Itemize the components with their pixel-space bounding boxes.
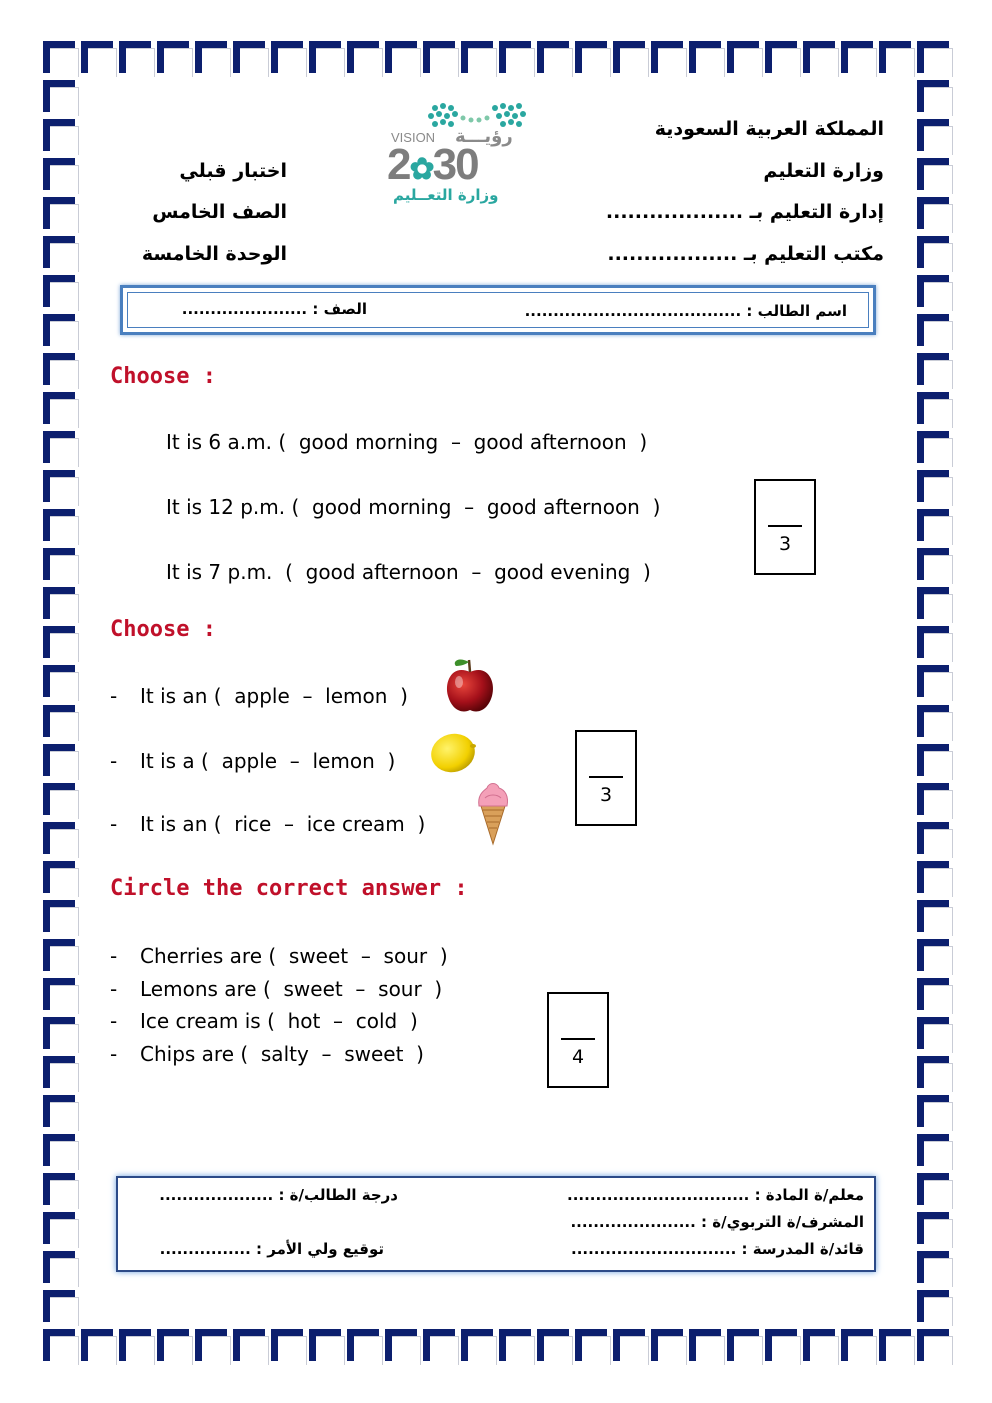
border-tile — [420, 38, 458, 76]
border-tile — [914, 662, 952, 700]
administration-line: إدارة التعليم بـ ................... — [605, 201, 884, 223]
section2-score-box — [575, 730, 637, 826]
teacher-field[interactable]: معلم/ة المادة : ................................ — [567, 1186, 864, 1204]
border-tile — [40, 662, 78, 700]
student-info-box — [120, 285, 876, 335]
border-tile — [40, 1326, 78, 1364]
border-tile — [914, 545, 952, 583]
class-field[interactable]: الصف : ...................... — [181, 300, 367, 318]
border-tile — [914, 975, 952, 1013]
border-tile — [268, 38, 306, 76]
border-tile — [40, 584, 78, 622]
border-tile — [914, 77, 952, 115]
border-tile — [40, 1014, 78, 1052]
section3-question-1[interactable]: Cherries are ( sweet – sour ) — [140, 944, 448, 968]
border-tile — [914, 506, 952, 544]
border-tile — [914, 1248, 952, 1286]
border-tile — [40, 38, 78, 76]
border-tile — [686, 1326, 724, 1364]
student-name-field[interactable]: اسم الطالب : ...................................... — [524, 302, 847, 320]
border-tile — [648, 38, 686, 76]
score-line — [589, 776, 623, 778]
border-tile — [458, 38, 496, 76]
section2-score-total: 3 — [599, 784, 613, 806]
grade-label: الصف الخامس — [152, 201, 287, 223]
section2-question-3[interactable]: It is an ( rice – ice cream ) — [140, 812, 426, 836]
border-tile — [800, 1326, 838, 1364]
section2-title: Choose : — [110, 617, 216, 642]
border-tile — [40, 623, 78, 661]
border-tile — [344, 1326, 382, 1364]
border-tile — [268, 1326, 306, 1364]
office-line: مكتب التعليم بـ .................. — [607, 243, 884, 265]
section3-question-4[interactable]: Chips are ( salty – sweet ) — [140, 1042, 424, 1066]
border-tile — [572, 38, 610, 76]
border-tile — [914, 1131, 952, 1169]
unit-label: الوحدة الخامسة — [141, 243, 287, 265]
border-tile — [192, 1326, 230, 1364]
section1-question-3[interactable]: It is 7 p.m. ( good afternoon – good evening ) — [166, 560, 651, 584]
section1-score-total: 3 — [778, 533, 792, 555]
ministry-logo-text: وزارة التعــليم — [393, 186, 499, 204]
border-tile — [154, 38, 192, 76]
border-tile — [40, 350, 78, 388]
section1-score-box — [754, 479, 816, 575]
border-tile — [914, 780, 952, 818]
score-line — [561, 1038, 595, 1040]
vision-2030-logo — [385, 100, 555, 210]
section1-question-1[interactable]: It is 6 a.m. ( good morning – good afternoon ) — [166, 430, 648, 454]
border-tile — [458, 1326, 496, 1364]
border-tile — [40, 975, 78, 1013]
border-tile — [40, 272, 78, 310]
border-tile — [40, 936, 78, 974]
emblem-icon: ✿ — [409, 153, 433, 186]
border-tile — [230, 38, 268, 76]
border-tile — [914, 272, 952, 310]
border-tile — [192, 38, 230, 76]
border-tile — [914, 1092, 952, 1130]
border-tile — [648, 1326, 686, 1364]
border-tile — [40, 819, 78, 857]
border-tile — [724, 1326, 762, 1364]
section3-question-2[interactable]: Lemons are ( sweet – sour ) — [140, 977, 443, 1001]
year-2030: 2✿30 — [387, 140, 478, 189]
border-tile — [572, 1326, 610, 1364]
student-grade-field[interactable]: درجة الطالب/ة : .................... — [159, 1186, 398, 1204]
border-tile — [40, 858, 78, 896]
border-tile — [914, 155, 952, 193]
border-tile — [40, 702, 78, 740]
section1-title: Choose : — [110, 364, 216, 389]
border-tile — [78, 1326, 116, 1364]
border-tile — [40, 1209, 78, 1247]
border-tile — [40, 780, 78, 818]
border-tile — [914, 389, 952, 427]
border-tile — [914, 233, 952, 271]
bullet-dash: - — [110, 1009, 118, 1033]
bullet-dash: - — [110, 944, 118, 968]
border-tile — [914, 936, 952, 974]
border-tile — [914, 194, 952, 232]
border-tile — [610, 1326, 648, 1364]
border-tile — [762, 1326, 800, 1364]
section3-question-3[interactable]: Ice cream is ( hot – cold ) — [140, 1009, 418, 1033]
border-tile — [838, 1326, 876, 1364]
border-tile — [914, 311, 952, 349]
ministry-title: وزارة التعليم — [763, 160, 884, 182]
border-tile — [154, 1326, 192, 1364]
test-type: اختبار قبلي — [179, 160, 287, 182]
border-tile — [78, 38, 116, 76]
bullet-dash: - — [110, 684, 118, 708]
supervisor-field[interactable]: المشرف/ة التربوي/ة : ...................... — [570, 1213, 864, 1231]
border-tile — [40, 1053, 78, 1091]
border-tile — [914, 1326, 952, 1364]
border-tile — [344, 38, 382, 76]
border-tile — [40, 1131, 78, 1169]
guardian-signature-field[interactable]: توقيع ولي الأمر : ................ — [159, 1240, 384, 1258]
border-tile — [40, 545, 78, 583]
border-tile — [914, 38, 952, 76]
border-tile — [306, 38, 344, 76]
border-tile — [914, 897, 952, 935]
border-tile — [40, 741, 78, 779]
border-tile — [914, 116, 952, 154]
bullet-dash: - — [110, 749, 118, 773]
border-tile — [496, 38, 534, 76]
border-tile — [914, 1014, 952, 1052]
border-tile — [610, 38, 648, 76]
bullet-dash: - — [110, 812, 118, 836]
border-tile — [762, 38, 800, 76]
section3-score-box — [547, 992, 609, 1088]
border-tile — [724, 38, 762, 76]
border-tile — [914, 467, 952, 505]
border-tile — [914, 1287, 952, 1325]
section2-question-1[interactable]: It is an ( apple – lemon ) — [140, 684, 408, 708]
border-tile — [914, 741, 952, 779]
border-tile — [534, 38, 572, 76]
border-tile — [40, 1170, 78, 1208]
border-tile — [40, 1248, 78, 1286]
border-tile — [40, 1287, 78, 1325]
vision-en-text: VISION — [391, 130, 436, 145]
border-tile — [914, 1170, 952, 1208]
border-tile — [914, 1209, 952, 1247]
lemon-icon — [428, 730, 478, 776]
kingdom-title: المملكة العربية السعودية — [654, 118, 884, 140]
ice-cream-icon — [475, 780, 511, 846]
border-tile — [40, 77, 78, 115]
border-tile — [116, 38, 154, 76]
border-tile — [306, 1326, 344, 1364]
border-tile — [914, 819, 952, 857]
border-tile — [800, 38, 838, 76]
border-tile — [914, 623, 952, 661]
border-tile — [914, 858, 952, 896]
bullet-dash: - — [110, 1042, 118, 1066]
apple-icon — [442, 656, 498, 716]
border-tile — [914, 1053, 952, 1091]
border-tile — [40, 1092, 78, 1130]
border-tile — [686, 38, 724, 76]
border-tile — [914, 350, 952, 388]
border-tile — [914, 428, 952, 466]
border-tile — [116, 1326, 154, 1364]
principal-field[interactable]: قائد/ة المدرسة : ............................. — [571, 1240, 864, 1258]
section1-question-2[interactable]: It is 12 p.m. ( good morning – good afternoon ) — [166, 495, 661, 519]
border-tile — [40, 897, 78, 935]
section3-title: Circle the correct answer : — [110, 876, 468, 901]
border-tile — [40, 506, 78, 544]
border-tile — [914, 584, 952, 622]
border-tile — [914, 702, 952, 740]
score-line — [768, 525, 802, 527]
border-tile — [838, 38, 876, 76]
border-tile — [40, 311, 78, 349]
border-tile — [876, 38, 914, 76]
border-tile — [534, 1326, 572, 1364]
vision-ar-text: رؤيـــة — [455, 126, 513, 147]
border-tile — [40, 428, 78, 466]
signature-box — [116, 1176, 876, 1272]
border-tile — [230, 1326, 268, 1364]
section3-score-total: 4 — [571, 1046, 585, 1068]
border-tile — [40, 194, 78, 232]
border-tile — [40, 389, 78, 427]
border-tile — [876, 1326, 914, 1364]
border-tile — [40, 467, 78, 505]
border-tile — [40, 155, 78, 193]
border-tile — [496, 1326, 534, 1364]
border-tile — [40, 116, 78, 154]
section2-question-2[interactable]: It is a ( apple – lemon ) — [140, 749, 396, 773]
border-tile — [382, 1326, 420, 1364]
border-tile — [40, 233, 78, 271]
bullet-dash: - — [110, 977, 118, 1001]
border-tile — [420, 1326, 458, 1364]
border-tile — [382, 38, 420, 76]
